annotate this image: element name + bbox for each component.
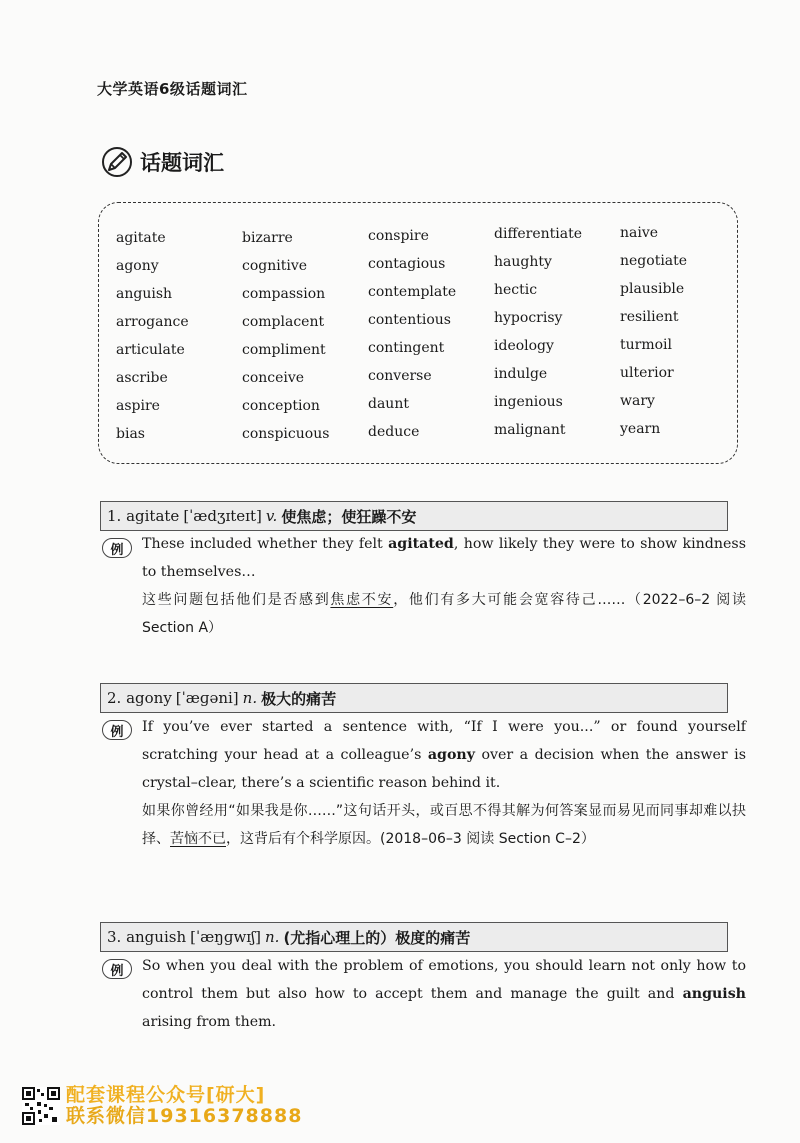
promo-line-2: 联系微信19316378888 — [66, 1105, 303, 1127]
vocab-word: ingenious — [494, 394, 563, 410]
vocab-word: haughty — [494, 254, 552, 270]
vocab-word: hypocrisy — [494, 310, 563, 326]
vocab-word: cognitive — [242, 258, 308, 274]
vocab-word: contentious — [368, 312, 451, 328]
part-of-speech: v. — [265, 507, 278, 525]
vocab-word: articulate — [116, 342, 185, 358]
phonetic: [ˈæŋɡwɪʃ] — [190, 928, 262, 946]
vocab-word: aspire — [116, 398, 160, 414]
vocab-word: resilient — [620, 309, 679, 325]
vocab-word: conceive — [242, 370, 305, 386]
example-english: If you’ve ever started a sentence with, “If I were you...” or found yourself scratching your head at a colleague’s agony over a decision when the answer is crystal–clear, there’s a scientific reason behind it. — [142, 719, 746, 791]
example-english: So when you deal with the problem of emotions, you should learn not only how to control them but also how to accept them and manage the guilt and anguish arising from them. — [142, 958, 746, 1030]
headword: 1. agitate — [107, 507, 180, 525]
vocab-word: wary — [620, 393, 655, 409]
part-of-speech: n. — [242, 689, 258, 707]
example-chinese: 如果你曾经用“如果我是你……”这句话开头，或百思不得其解为何答案显而易见而同事却难以抉择、苦恼不已，这背后有个科学原因。(2018–06–3 阅读 Section C–2） — [142, 803, 746, 847]
vocab-word: compliment — [242, 342, 326, 358]
entry-header-anguish — [100, 922, 728, 952]
headword: 2. agony — [107, 689, 172, 707]
vocab-word: anguish — [116, 286, 173, 302]
vocab-word: conspicuous — [242, 426, 330, 442]
vocab-word: agony — [116, 258, 159, 274]
word-column-5 — [620, 219, 687, 443]
meaning-zh: 极大的痛苦 — [261, 689, 337, 708]
promo-text — [66, 1085, 302, 1127]
vocab-word: bias — [116, 426, 145, 442]
word-column-4 — [494, 220, 582, 444]
vocab-word: agitate — [116, 230, 166, 246]
example-anguish — [142, 952, 746, 1036]
vocab-word: turmoil — [620, 337, 672, 353]
vocab-word: ascribe — [116, 370, 168, 386]
promo-line-1: 配套课程公众号[研大] — [66, 1084, 266, 1106]
vocab-word: naive — [620, 225, 659, 241]
vocab-word: conspire — [368, 228, 429, 244]
part-of-speech: n. — [265, 928, 280, 946]
example-chinese: 这些问题包括他们是否感到焦虑不安，他们有多大可能会宽容待己……（2022–6–2 阅读 Section A） — [142, 592, 747, 636]
qr-code-icon — [22, 1087, 60, 1125]
vocab-word: differentiate — [494, 226, 583, 242]
vocab-word: contingent — [368, 340, 445, 356]
vocab-word: complacent — [242, 314, 325, 330]
entry-header-agitate — [100, 501, 728, 531]
meaning-zh: (尤指心理上的）极度的痛苦 — [283, 928, 471, 947]
vocab-word: yearn — [620, 421, 661, 437]
word-column-2 — [242, 224, 329, 448]
vocab-word: ideology — [494, 338, 554, 354]
example-english: These included whether they felt agitated, how likely they were to show kindness to themselves… — [142, 536, 746, 580]
vocab-word: converse — [368, 368, 432, 384]
vocab-word: negotiate — [620, 253, 688, 269]
example-badge: 例 — [102, 538, 132, 558]
example-badge: 例 — [102, 959, 132, 979]
meaning-zh: 使焦虑；使狂躁不安 — [281, 507, 417, 526]
vocab-word: hectic — [494, 282, 538, 298]
vocab-word: deduce — [368, 424, 420, 440]
section-title: 话题词汇 — [140, 151, 224, 175]
phonetic: [ˈædʒɪteɪt] — [183, 507, 262, 525]
vocab-word: compassion — [242, 286, 326, 302]
word-column-1 — [116, 224, 189, 448]
running-head: 大学英语6级话题词汇 — [97, 80, 248, 98]
example-agony — [142, 713, 746, 853]
vocab-word: arrogance — [116, 314, 189, 330]
entry-header-agony — [100, 683, 728, 713]
word-column-3 — [368, 222, 456, 446]
vocab-word: conception — [242, 398, 320, 414]
vocab-word: contemplate — [368, 284, 457, 300]
section-header — [100, 145, 224, 179]
example-badge: 例 — [102, 720, 132, 740]
pencil-icon — [100, 145, 134, 179]
vocab-word: bizarre — [242, 230, 293, 246]
vocab-word: ulterior — [620, 365, 674, 381]
vocabulary-box — [98, 202, 738, 464]
headword: 3. anguish — [107, 928, 187, 946]
vocab-word: plausible — [620, 281, 685, 297]
promo-footer — [22, 1085, 302, 1127]
vocab-word: daunt — [368, 396, 409, 412]
example-agitate — [142, 530, 746, 642]
vocab-word: indulge — [494, 366, 548, 382]
vocab-word: contagious — [368, 256, 446, 272]
vocab-word: malignant — [494, 422, 566, 438]
phonetic: [ˈæɡəni] — [175, 689, 239, 707]
